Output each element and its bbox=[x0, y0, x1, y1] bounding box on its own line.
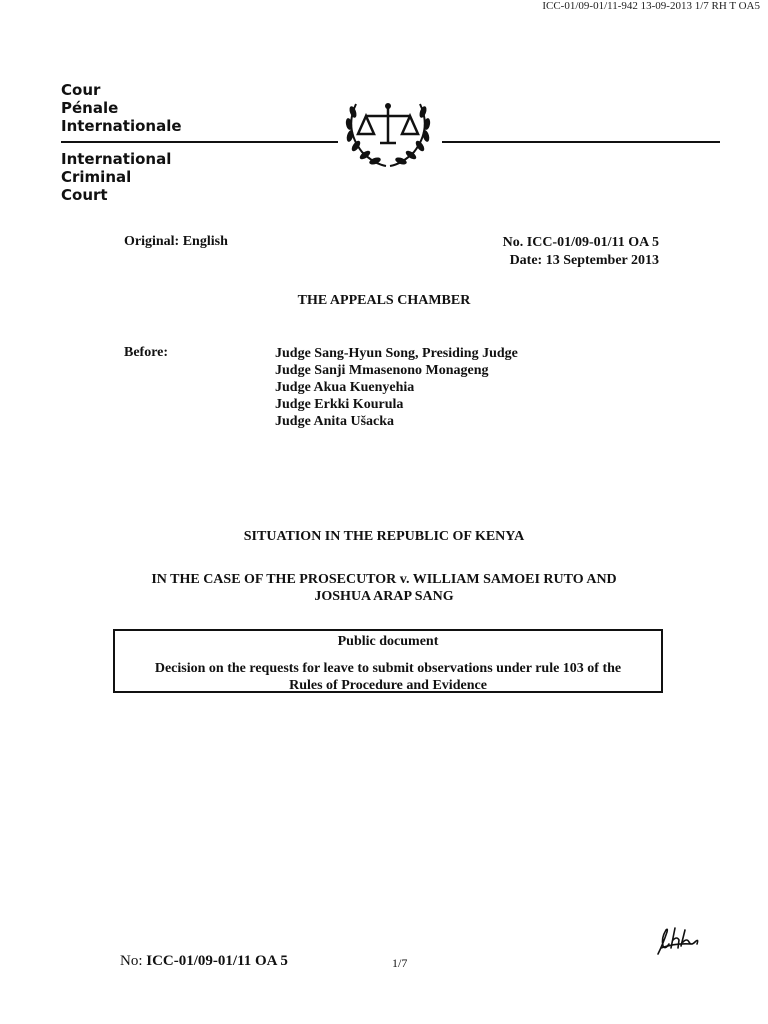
case-number-block bbox=[503, 234, 659, 270]
document-classification: Public document bbox=[337, 634, 439, 649]
chamber-title: THE APPEALS CHAMBER bbox=[297, 293, 471, 308]
case-title-line: IN THE CASE OF THE PROSECUTOR v. WILLIAM SAMOEI RUTO AND bbox=[151, 572, 617, 587]
situation-title: SITUATION IN THE REPUBLIC OF KENYA bbox=[243, 529, 525, 544]
header-reference: ICC-01/09-01/11-942 13-09-2013 1/7 RH T OA5 bbox=[542, 0, 760, 12]
court-name-fr-line: Internationale bbox=[61, 117, 182, 135]
before-label: Before: bbox=[124, 345, 169, 360]
judge-item: Judge Sanji Mmasenono Monageng bbox=[275, 363, 489, 378]
case-title-line: JOSHUA ARAP SANG bbox=[314, 589, 454, 604]
document-date: Date: 13 September 2013 bbox=[509, 253, 659, 268]
document-title-box bbox=[113, 629, 663, 693]
document-title-line: Decision on the requests for leave to submit observations under rule 103 of the bbox=[154, 661, 622, 676]
footer-no-label: No: bbox=[120, 953, 147, 969]
footer-case-number bbox=[120, 953, 288, 970]
court-name-en-line: International bbox=[61, 150, 172, 168]
header-rule-left bbox=[61, 141, 338, 143]
page-number: 1/7 bbox=[392, 956, 408, 970]
document-title bbox=[125, 660, 651, 694]
case-number: No. ICC-01/09-01/11 OA 5 bbox=[502, 235, 659, 250]
judge-item: Judge Anita Ušacka bbox=[275, 414, 395, 429]
court-name-en-line: Court bbox=[61, 186, 108, 204]
court-name-en-line: Criminal bbox=[61, 168, 132, 186]
judge-item: Judge Akua Kuenyehia bbox=[275, 380, 415, 395]
handwritten-initials-icon bbox=[655, 924, 701, 958]
judges-list bbox=[275, 345, 518, 430]
original-language: Original: English bbox=[124, 234, 228, 249]
header-rule-right bbox=[442, 141, 720, 143]
document-title-line: Rules of Procedure and Evidence bbox=[289, 678, 487, 693]
court-name-fr-line: Pénale bbox=[61, 99, 119, 117]
judge-item: Judge Sang-Hyun Song, Presiding Judge bbox=[275, 346, 518, 361]
court-name-fr-line: Cour bbox=[61, 81, 101, 99]
case-title bbox=[110, 571, 658, 605]
judge-item: Judge Erkki Kourula bbox=[275, 397, 404, 412]
footer-no-value: ICC-01/09-01/11 OA 5 bbox=[146, 953, 288, 969]
scales-of-justice-laurel-icon bbox=[336, 94, 440, 174]
court-name-french bbox=[61, 81, 182, 135]
court-name-english bbox=[61, 150, 171, 204]
